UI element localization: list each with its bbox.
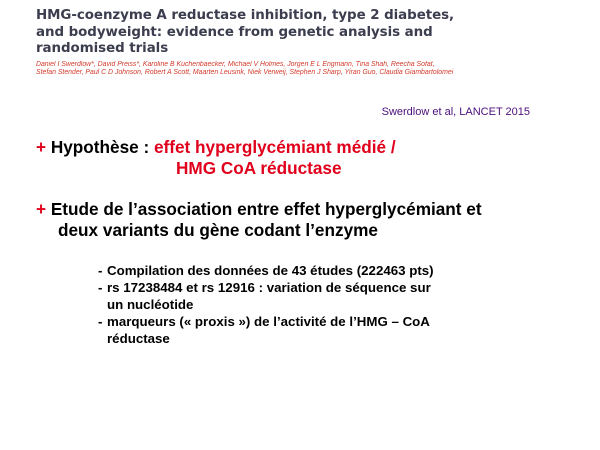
dash-marker: - [98,314,103,329]
paper-title-line: HMG-coenzyme A reductase inhibition, type 2 diabetes, [36,8,455,23]
paper-header-image [36,8,492,88]
slide-body [36,137,592,347]
sub-item [98,313,592,347]
sub-item [98,279,592,313]
sub-item-line: marqueurs (« proxis ») de l’activité de l’HMG – CoA [107,314,430,329]
study-bullet [36,199,592,220]
sub-item-line: rs 17238484 et rs 12916 : variation de séquence sur [107,280,431,295]
paper-authors-line: Daniel I Swerdlow*, David Preiss*, Karoline B Kuchenbaecker, Michael V Holmes, Jorgen E L Engmann, Tina Shah, Reecha Sofat, [36,60,435,68]
sub-list [36,262,592,347]
sub-item-line: Compilation des données de 43 études (222463 pts) [107,263,434,278]
hypothesis-red-line2: HMG CoA réductase [176,158,342,178]
hypothesis-red-text: effet hyperglycémiant médié / [153,137,396,157]
study-line2: deux variants du gène codant l’enzyme [58,220,378,240]
dash-marker: - [98,263,103,278]
sub-item-text [107,262,592,279]
paper-title-line: randomised trials [36,41,169,57]
sub-item-text [107,313,592,347]
plus-marker: + [36,137,47,157]
sub-item-text [107,279,592,313]
paper-authors-line: Stefan Stender, Paul C D Johnson, Robert A Scott, Maarten Leusink, Niek Verweij, Stephen J Sharp, Yiran Guo, Claudia Giambartolomei [36,69,454,77]
sub-item [98,262,592,279]
paper-title-line: and bodyweight: evidence from genetic analysis and [36,24,433,40]
hypothesis-bullet [36,137,592,158]
citation: Swerdlow et al, LANCET 2015 [381,106,530,118]
hypothesis-prefix: Hypothèse : [50,137,154,157]
paper-title [36,8,492,58]
paper-authors [36,61,492,78]
study-line1: Etude de l’association entre effet hyperglycémiant et [50,199,482,219]
plus-marker: + [36,199,47,219]
sub-item-line: réductase [107,331,170,346]
dash-marker: - [98,280,103,295]
sub-item-line: un nucléotide [107,297,194,312]
